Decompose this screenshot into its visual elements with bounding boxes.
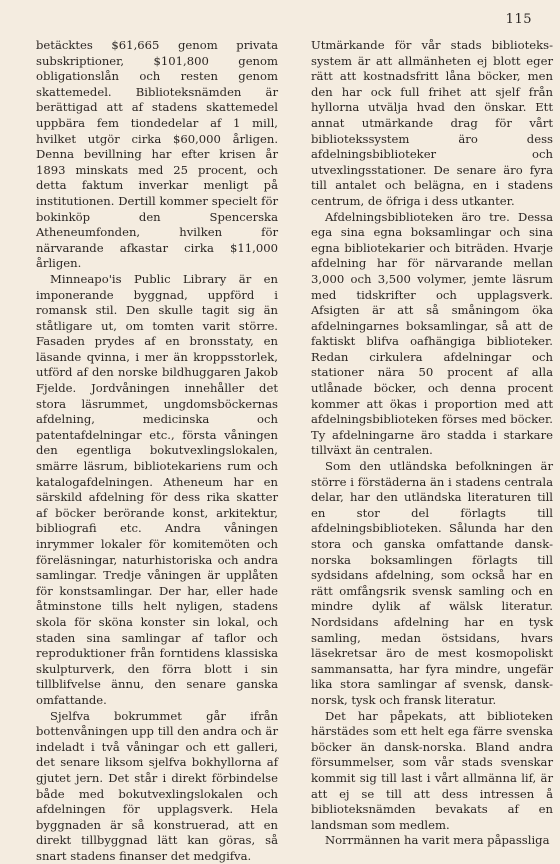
right-column — [311, 38, 553, 849]
paragraph: Det har påpekats, att biblioteken härstädes som ett helt ega färre svenska böcker än dansk-norska. Bland andra försummelser, som vår stads svenskar kommit sig till last i vårt allmänna lif, är att ej se till att dess intressen å biblioteksnämden bevakats af en landsman som medlem. — [311, 708, 553, 832]
paragraph: betäcktes $61,665 genom privata subskriptioner, $101,800 genom obligationslån och resten genom skattemedel. Biblioteksnämden är berättigad att af stadens skattemedel uppbära fem tiondedelar af 1 mill, hvilket utgör cirka $60,000 årligen. Denna bevillning har efter krisen år 1893 minskats med 25 procent, och detta faktum inverkar menligt på institutionen. Dertill kommer specielt för bokinköp den Spencerska Atheneumfonden, hvilken för närvarande afkastar cirka $11,000 årligen. — [36, 38, 278, 271]
paragraph: Minneapo'is Public Library är en imponerande byggnad, uppförd i romansk stil. Den skulle tagit sig än ståtligare ut, om tomten varit större. Fasaden prydes af en bronsstaty, en läsande qvinna, i mer än kroppsstorlek, utförd af den norske bildhuggaren Jakob Fjelde. Jordvåningen innehåller det stora läsrummet, ungdomsböckernas afdelning, medicinska och patentafdelningar etc., första våningen den egentliga bokutvexlingslokalen, smärre läsrum, bibliotekariens rum och katalogafdelningen. Atheneum har en särskild afdelning för dess rika skatter af böcker berörande konst, arkitektur, bibliografi etc. Andra våningen inrymmer lokaler för komitemöten och föreläsningar, naturhistoriska och andra samlingar. Tredje våningen är upplåten för konstsamlingar. Der har, eller hade åtminstone tills helt nyligen, stadens skola för sköna konster sin lokal, och staden sina samlingar af taflor och reproduktioner från forntidens klassiska skulpturverk, den förra blott i sin tillblifvelse ännu, den senare ganska omfattande. — [36, 271, 278, 707]
paragraph: Afdelningsbiblioteken äro tre. Dessa ega sina egna boksamlingar och sina egna bibliotekarier och biträden. Hvarje afdelning har för närvarande mellan 3,000 och 3,500 volymer, jemte läsrum med tidskrifter och upplagsverk. Afsigten är att så småningom öka afdelningarnes boksamlingar, så att de faktiskt blifva oafhängiga biblioteker. Redan cirkulera afdelningar och stationer nära 50 procent af alla utlånade böcker, och denna procent kommer att ökas i proportion med att afdelningsbiblioteken förses med böcker. Ty afdelningarne äro stadda i starkare tillväxt än centralen. — [311, 209, 553, 458]
paragraph: Utmärkande för vår stads bibliotekssystem är att allmänheten ej blott eger rätt att kostnadsfritt låna böcker, men den har ock full frihet att sjelf från hyllorna utvälja hvad den önskar. Ett annat utmärkande drag för vårt bibliotekssystem äro dess afdelningsbiblioteker och utvexlingsstationer. De senare äro fyra till antalet och belägna, en i stadens centrum, de öfriga i dess utkanter. — [311, 38, 553, 208]
left-column — [36, 38, 278, 864]
paragraph: Som den utländska befolkningen är större i förstäderna än i stadens centrala delar, har den utländska literaturen till en stor del förlagts till afdelningsbiblioteken. Sålunda har den stora och ganska omfattande dansk-norska boksamlingen förlagts till sydsidans afdelning, som också har en rätt omfångsrik svensk samling och en mindre dylik af wälsk literatur. Nordsidans afdelning har en tysk samling, medan östsidans, hvars läsekretsar äro de mest kosmopoliskt sammansatta, har fyra mindre, ungefär lika stora samlingar af svensk, dansk-norsk, tysk och fransk literatur. — [311, 459, 553, 707]
paragraph: Norrmännen ha varit mera påpassliga — [325, 833, 550, 848]
page-number: 115 — [505, 12, 532, 27]
paragraph: Sjelfva bokrummet går ifrån bottenvåningen upp till den andra och är indeladt i två våningar och ett galleri, det senare liksom sjelfva bokhyllorna af gjutet jern. Det står i direkt förbindelse både med bokutvexlingslokalen och afdelningen för upplagsverk. Hela byggnaden är så konstruerad, att en direkt tillbyggnad lätt kan göras, så snart stadens finanser det medgifva. — [36, 708, 278, 863]
